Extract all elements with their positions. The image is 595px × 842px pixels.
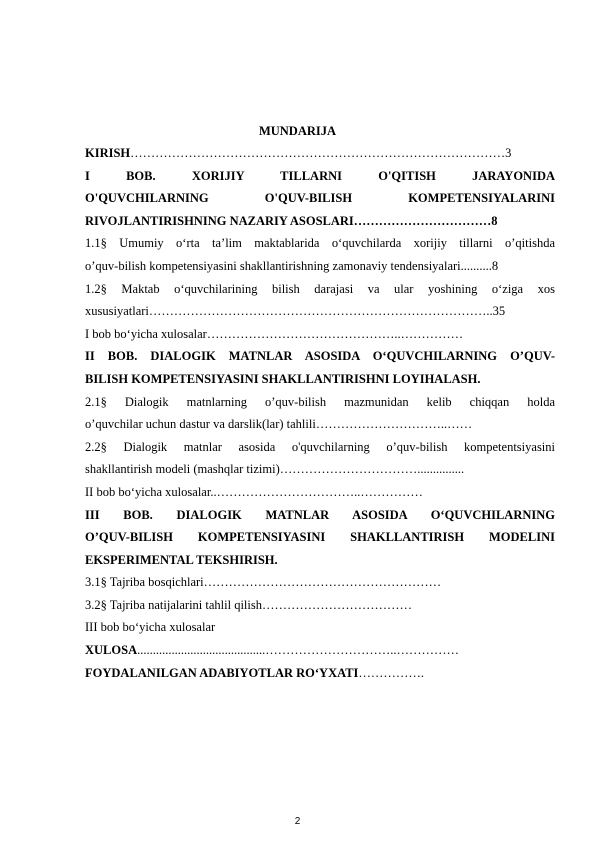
toc-entry-section-1-1-line2[interactable]: o’quv-bilish kompetensiyasini shakllantirishning zamonaviy tendensiyalari..........8	[85, 258, 499, 273]
toc-entry-section-3-1[interactable]: 3.1§ Tajriba bosqichlari…………………………………………………	[85, 575, 442, 590]
page-number: 2	[294, 816, 301, 827]
toc-entry-chapter-3-line1[interactable]: III BOB. DIALOGIK MATNLAR ASOSIDA O‘QUVCHILARNING	[85, 507, 555, 522]
toc-entry-chapter-3-line3[interactable]: EKSPERIMENTAL TEKSHIRISH.	[85, 552, 278, 567]
toc-entry-chapter-2-line1[interactable]: II BOB. DIALOGIK MATNLAR ASOSIDA O‘QUVCHILARNING O’QUV-	[85, 349, 555, 364]
page-title: MUNDARIJA	[258, 124, 337, 138]
table-of-contents	[85, 142, 555, 684]
toc-entry-section-2-2-line2[interactable]: shakllantirish modeli (mashqlar tizimi)……………………………...............	[85, 462, 465, 477]
toc-entry-section-1-1-line1[interactable]: 1.1§ Umumiy o‘rta ta’lim maktablarida o‘quvchilarda xorijiy tillarni o’qitishda	[85, 236, 555, 251]
toc-entry-section-1-2-line1[interactable]: 1.2§ Maktab o‘quvchilarining bilish darajasi va ular yoshining o‘ziga xos	[85, 281, 555, 296]
toc-entry-section-2-1-line1[interactable]: 2.1§ Dialogik matnlarning o’quv-bilish mazmunidan kelib chiqqan holda	[85, 394, 555, 409]
toc-entry-chapter-3-line2[interactable]: O’QUV-BILISH KOMPETENSIYASINI SHAKLLANTIRISH MODELINI	[85, 530, 555, 545]
toc-entry-section-3-2[interactable]: 3.2§ Tajriba natijalarini tahlil qilish………………………………	[85, 597, 412, 612]
toc-entry-chapter-2-line2[interactable]: BILISH KOMPETENSIYASINI SHAKLLANTIRISHNI LOYIHALASH.	[85, 371, 481, 386]
toc-entry-chapter-1-line3[interactable]: RIVOJLANTIRISHNING NAZARIY ASOSLARI……………………………8	[85, 213, 498, 228]
toc-entry-xulosa[interactable]: XULOSA.........................................…………………………..……………	[85, 643, 459, 658]
toc-entry-chapter-1-line1[interactable]: I BOB. XORIJIY TILLARNI O'QITISH JARAYONIDA	[85, 168, 555, 183]
toc-entry-chapter-3-conclusion[interactable]: III bob bo‘yicha xulosalar	[85, 620, 216, 635]
toc-entry-chapter-1-conclusion[interactable]: I bob bo‘yicha xulosalar………………………………………..……………	[85, 326, 464, 341]
toc-entry-chapter-1-line2[interactable]: O'QUVCHILARNING O'QUV-BILISH KOMPETENSIYALARINI	[85, 191, 555, 206]
toc-entry-section-2-2-line1[interactable]: 2.2§ Dialogik matnlar asosida o'quvchilarning o’quv-bilish kompetentsiyasini	[85, 439, 555, 454]
toc-entry-bibliography[interactable]: FOYDALANILGAN ADABIYOTLAR RO‘YXATI…………….	[85, 665, 425, 680]
toc-entry-section-1-2-line2[interactable]: xususiyatlari………………………………………………………………………..35	[85, 304, 506, 319]
toc-entry-section-2-1-line2[interactable]: o’quvchilar uchun dastur va darslik(lar) tahlili…………………………..……	[85, 417, 473, 432]
toc-entry-chapter-2-conclusion[interactable]: II bob bo‘yicha xulosalar..……………………………..……………	[85, 484, 423, 499]
toc-entry-kirish[interactable]: KIRISH………………………………………………………………………………3	[85, 146, 512, 160]
